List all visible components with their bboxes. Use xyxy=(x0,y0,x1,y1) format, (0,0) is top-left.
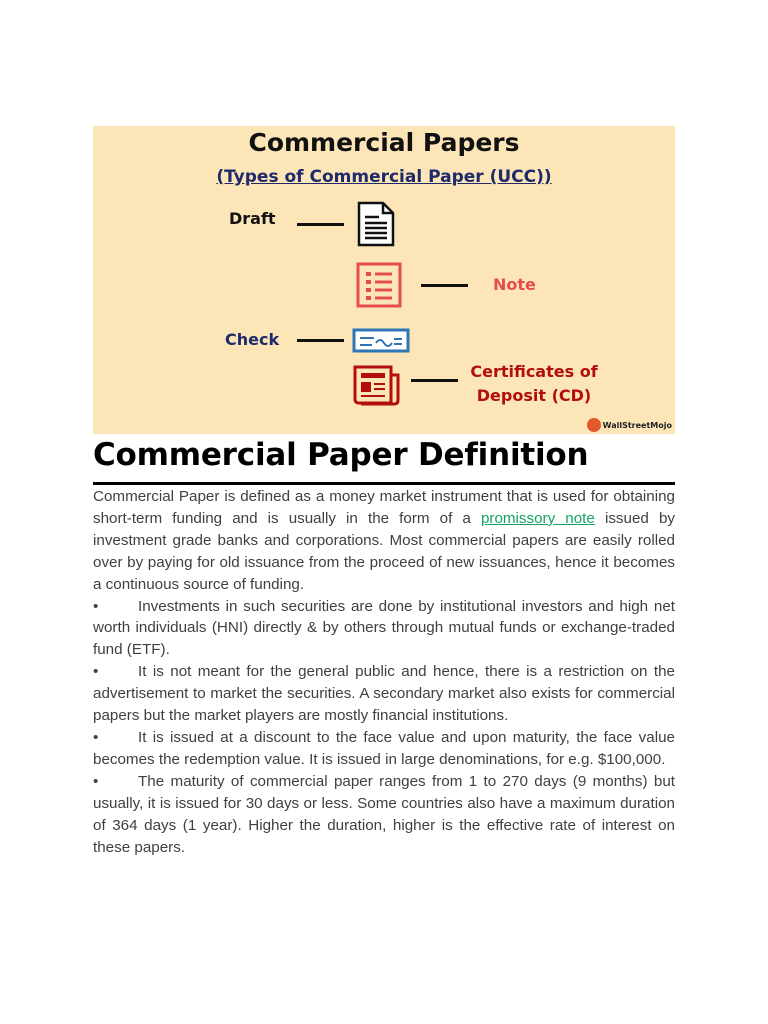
bullet-text: Investments in such securities are done by institutional investors and high net worth individuals (HNI) directly & by others through mutual funds or exchange-traded fund (ETF). xyxy=(93,597,675,659)
bullet-item xyxy=(93,596,675,662)
check-icon xyxy=(352,328,410,353)
infographic-title: Commercial Papers xyxy=(248,128,520,157)
bullet-item xyxy=(93,661,675,727)
label-draft: Draft xyxy=(229,209,276,228)
connector-line-note xyxy=(421,284,468,287)
logo-mark-icon xyxy=(587,418,601,432)
bullet-item xyxy=(93,771,675,859)
promissory-note-link[interactable]: promissory note xyxy=(480,509,595,527)
logo-text: WallStreetMojo xyxy=(602,420,672,430)
label-note: Note xyxy=(493,275,536,294)
bullet-icon: • xyxy=(93,597,99,615)
commercial-papers-infographic xyxy=(93,126,675,434)
intro-text-start: Commercial Paper is defined as a money market instrument that is used for obtaining short-term funding and is usually in the form of a xyxy=(93,488,675,527)
article-body xyxy=(93,486,675,858)
label-certificates-of-deposit xyxy=(469,360,599,408)
bullet-text: The maturity of commercial paper ranges from 1 to 270 days (9 months) but usually, it is issued for 30 days or less. Some countries also have a maximum duration of 364 days (1 year). Higher the duration, higher is the effective rate of interest on these papers. xyxy=(93,772,675,856)
connector-line-draft xyxy=(297,223,344,226)
bullet-icon: • xyxy=(93,728,99,746)
bullet-icon: • xyxy=(93,772,99,790)
bullet-icon: • xyxy=(93,663,99,681)
list-icon xyxy=(356,262,402,308)
document-icon xyxy=(357,201,395,247)
intro-text-end: issued by investment grade banks and corporations. Most commercial papers are easily rolled over by paying for old issuance from the proceed of new issuances, hence it becomes a continuous source of funding. xyxy=(93,509,675,593)
heading-divider xyxy=(93,482,675,485)
connector-line-check xyxy=(297,339,344,342)
bullet-item xyxy=(93,727,675,771)
infographic-subtitle: (Types of Commercial Paper (UCC)) xyxy=(216,167,552,187)
bullet-text: It is not meant for the general public and hence, there is a restriction on the advertisement to market the securities. A secondary market also exists for commercial papers but the market players are mostly financial institutions. xyxy=(93,663,675,725)
connector-line-cd xyxy=(411,379,458,382)
label-check: Check xyxy=(225,330,280,349)
bullet-text: It is issued at a discount to the face value and upon maturity, the face value becomes the redemption value. It is issued in large denominations, for e.g. $100,000. xyxy=(93,728,675,768)
wallstreetmojo-logo xyxy=(587,418,672,432)
label-cd-line1: Certificates of xyxy=(470,362,598,381)
article-heading: Commercial Paper Definition xyxy=(93,437,589,473)
newspaper-icon xyxy=(353,363,401,407)
label-cd-line2: Deposit (CD) xyxy=(476,386,592,405)
intro-paragraph xyxy=(93,486,675,596)
